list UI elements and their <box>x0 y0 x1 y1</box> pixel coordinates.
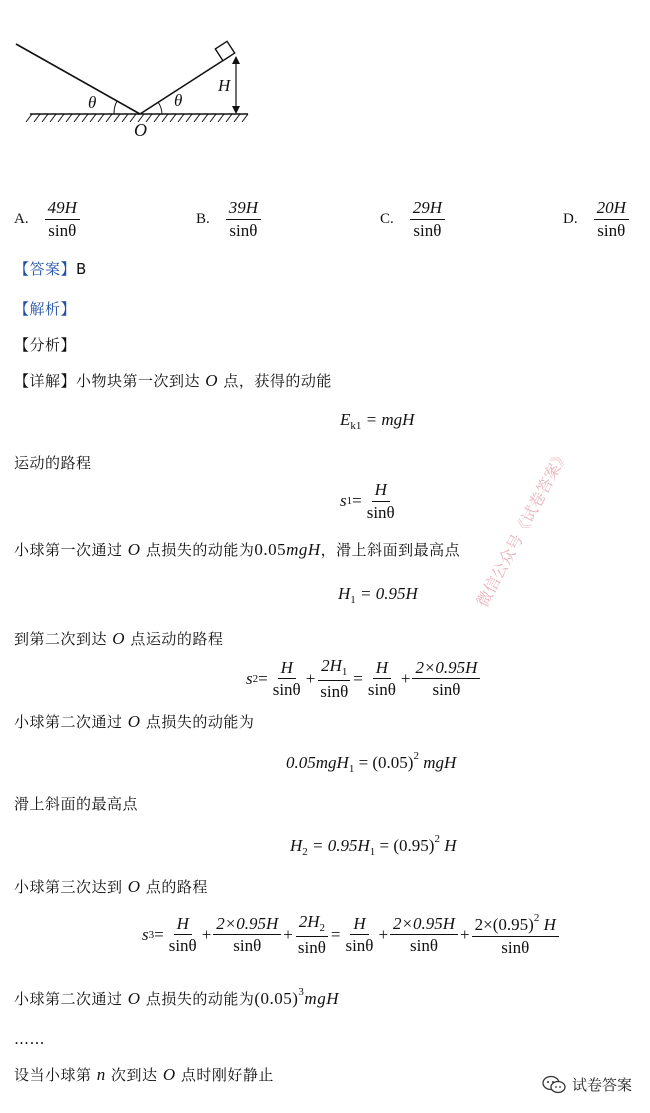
analysis-tag: 【解析】 <box>14 300 77 318</box>
option-d-num: 20H <box>594 198 629 220</box>
option-c <box>380 198 447 240</box>
option-a <box>14 198 82 240</box>
option-b-den: sinθ <box>229 220 258 240</box>
right-slope <box>140 56 230 114</box>
option-c-label: C. <box>380 210 394 227</box>
brand-logo <box>542 1074 632 1095</box>
line-path3: 小球第三次达到 O 点的路程 <box>14 877 208 896</box>
line-loss1: 小球第一次通过 O 点损失的动能为0.05mgH，滑上斜面到最高点 <box>14 540 461 559</box>
answer-tag: 【答案】 <box>14 260 77 278</box>
wechat-icon <box>542 1075 566 1095</box>
eq-h2: $H_2 = 0.95H_1 = (0.95)^2$ H <box>290 833 457 858</box>
watermark: 微信公众号《试卷答案》 <box>472 445 573 611</box>
option-d-den: sinθ <box>597 220 626 240</box>
left-slope <box>16 44 140 114</box>
line-path: 运动的路程 <box>14 454 92 472</box>
line-final: 设当小球第 n 次到达 O 点时刚好静止 <box>14 1065 274 1084</box>
eq-s3: s 3 = $\frac{H}{\sin\theta}$ + $\frac{2\times 0.95H}{\sin\theta}$ + $\frac{2H_2}{\sin\theta}$ = $\frac{H}{\sin\theta}$ + $\frac{2\times 0.95H}{\sin\theta}$ + $\frac{2\times(0.95)^2 H}{\sin\theta}$ <box>142 912 561 957</box>
option-b-num: 39H <box>226 198 261 220</box>
option-a-num: 49H <box>45 198 80 220</box>
option-b <box>196 198 263 240</box>
option-d <box>563 198 631 240</box>
line-path2: 到第二次到达 O 点运动的路程 <box>14 629 224 648</box>
option-c-den: sinθ <box>413 220 442 240</box>
origin-label: O <box>134 120 147 140</box>
line-highest: 滑上斜面的最高点 <box>14 795 139 813</box>
option-d-label: D. <box>563 210 578 227</box>
option-a-den: sinθ <box>48 220 77 240</box>
theta-left-label: θ <box>88 93 97 112</box>
detail-text-b: 点，获得的动能 <box>218 372 332 390</box>
option-c-num: 29H <box>410 198 445 220</box>
eq-s1: s 1 = $\frac{H}{\sin\theta}$ <box>340 480 395 522</box>
eq-loss2: $0.05mgH_1 = (0.05)^2$ mgH <box>286 750 457 775</box>
option-a-label: A. <box>14 210 29 227</box>
answer-value: B <box>76 260 87 278</box>
fenxi-tag: 【分析】 <box>14 336 77 354</box>
brand-text: 试卷答案 <box>571 1076 632 1094</box>
height-label: H <box>218 76 231 95</box>
line-loss3: 小球第二次通过 O 点损失的动能为$(0.05)^3mgH$ <box>14 986 339 1008</box>
answer-line <box>14 258 87 279</box>
line-loss2: 小球第二次通过 O 点损失的动能为 <box>14 712 255 731</box>
detail-text-a: 小物块第一次到达 <box>76 372 206 390</box>
detail-o: O <box>205 371 219 390</box>
theta-right-label: θ <box>174 91 183 110</box>
ellipsis: …… <box>14 1030 45 1048</box>
eq-s2: s 2 = $\frac{H}{\sin\theta}$ + $\frac{2H_1}{\sin\theta}$ = $\frac{H}{\sin\theta}$ + $\frac{2\times 0.95H}{\sin\theta}$ <box>246 656 482 701</box>
option-b-label: B. <box>196 210 210 227</box>
detail-line <box>14 370 332 391</box>
block <box>215 41 234 60</box>
detail-tag: 【详解】 <box>14 372 77 390</box>
eq-h1: $H_1 = 0.95H$ <box>338 584 418 606</box>
eq-ek1: $E_{k1}$ = mgH <box>340 410 415 432</box>
